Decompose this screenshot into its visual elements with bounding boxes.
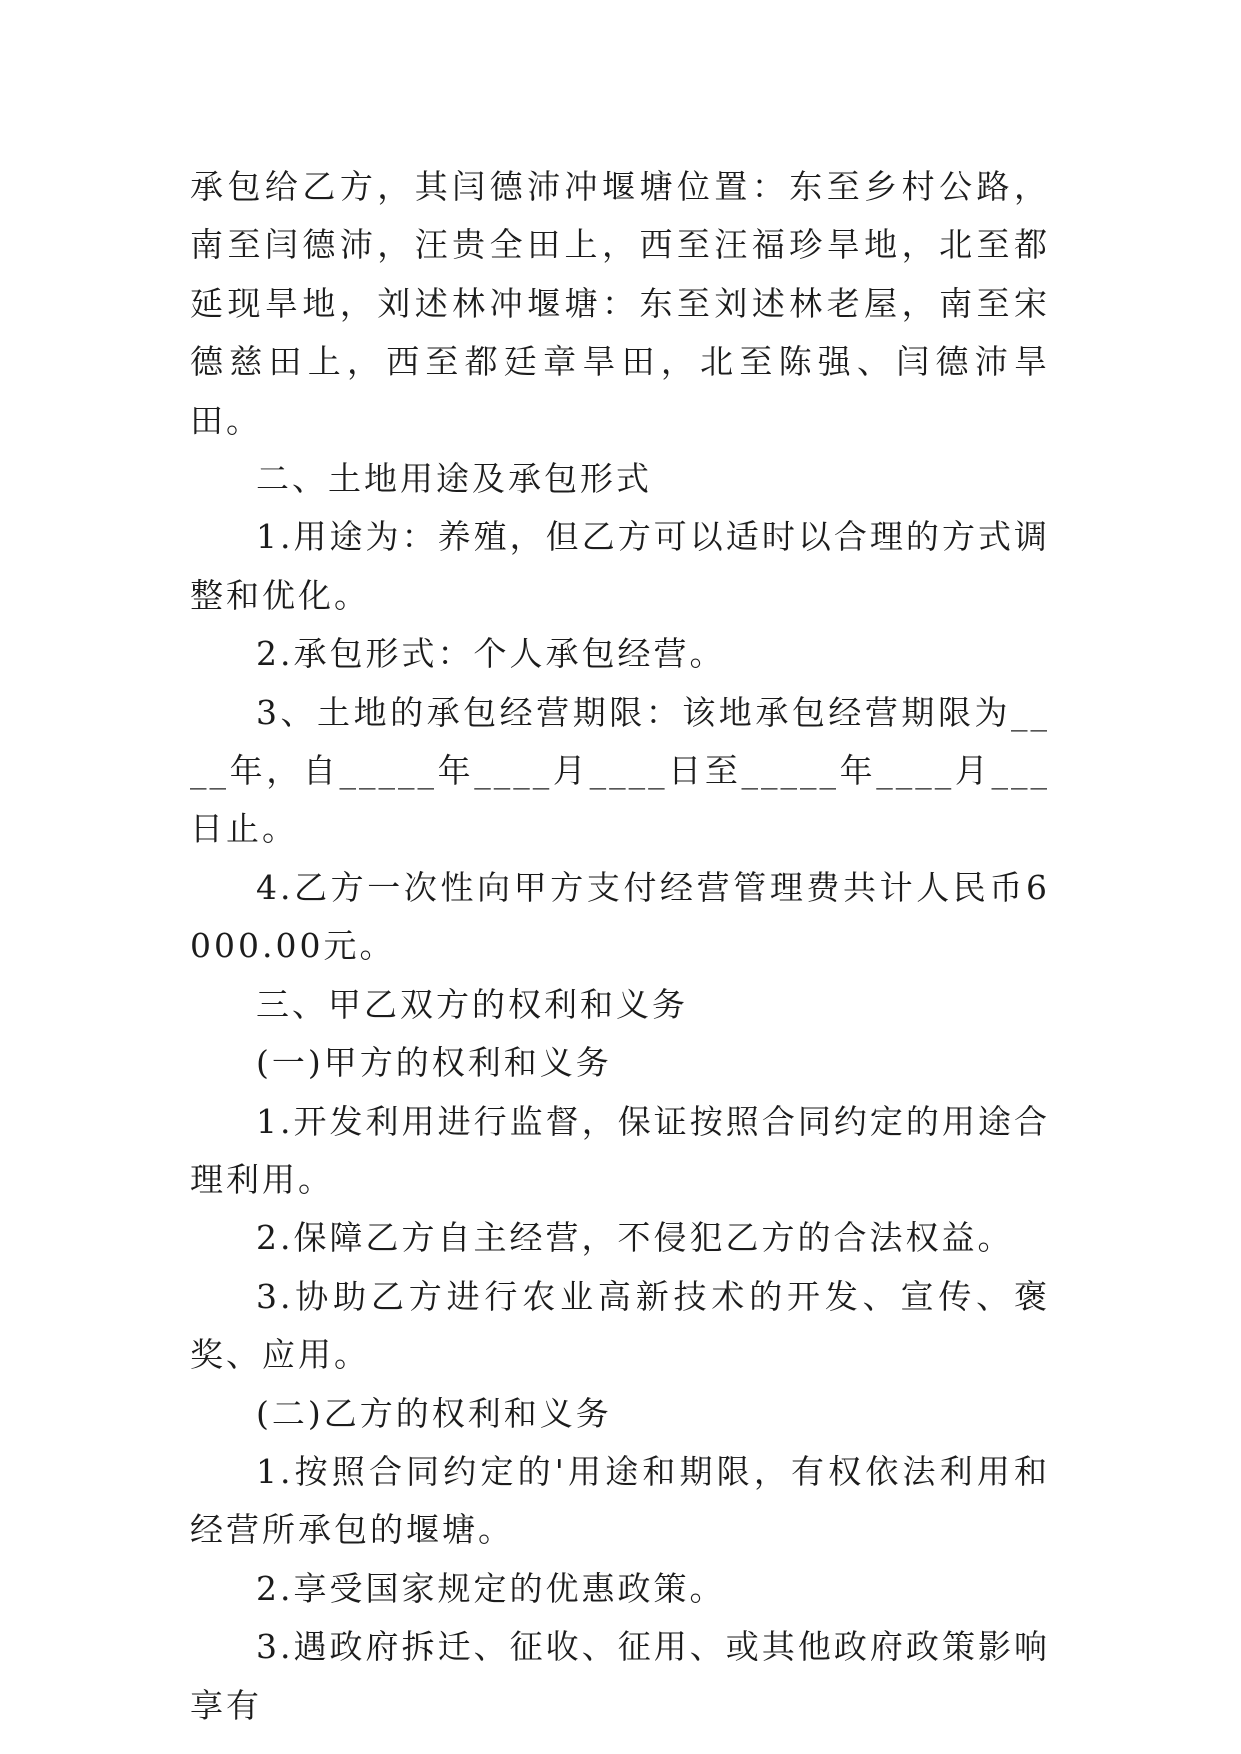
clause-party-a-guarantee: 2.保障乙方自主经营，不侵犯乙方的合法权益。 <box>256 1218 1014 1258</box>
document-body <box>190 158 1050 1735</box>
section-heading-rights-obligations: 三、甲乙双方的权利和义务 <box>256 984 688 1024</box>
subsection-heading-party-b: (二)乙方的权利和义务 <box>256 1393 612 1433</box>
subsection-heading-party-a: (一)甲方的权利和义务 <box>256 1043 612 1083</box>
clause-usage: 1.用途为：养殖，但乙方可以适时以合理的方式调整和优化。 <box>190 517 1050 615</box>
clause-contract-form: 2.承包形式：个人承包经营。 <box>256 634 726 674</box>
clause-party-b-usage-right: 1.按照合同约定的'用途和期限，有权依法利用和经营所承包的堰塘。 <box>190 1451 1050 1550</box>
clause-contract-term: 3、土地的承包经营期限：该地承包经营期限为____年，自_____年____月____日至_____年____月___日止。 <box>190 692 1050 849</box>
clause-party-b-preferential-policy: 2.享受国家规定的优惠政策。 <box>256 1568 726 1608</box>
section-heading-land-use: 二、土地用途及承包形式 <box>256 459 652 499</box>
clause-party-a-supervision: 1.开发利用进行监督，保证按照合同约定的用途合理利用。 <box>190 1101 1050 1199</box>
clause-management-fee: 4.乙方一次性向甲方支付经营管理费共计人民币6000.00元。 <box>190 867 1050 966</box>
clause-party-a-assistance: 3.协助乙方进行农业高新技术的开发、宣传、褒奖、应用。 <box>190 1276 1050 1375</box>
clause-party-b-compensation: 3.遇政府拆迁、征收、征用、或其他政府政策影响享有 <box>190 1627 1050 1725</box>
paragraph-boundary-description: 承包给乙方，其闫德沛冲堰塘位置：东至乡村公路，南至闫德沛，汪贵全田上，西至汪福珍旱地，北至都延现旱地，刘述林冲堰塘：东至刘述林老屋，南至宋德慈田上，西至都廷章旱田，北至陈强、闫德沛旱田。 <box>190 167 1050 440</box>
